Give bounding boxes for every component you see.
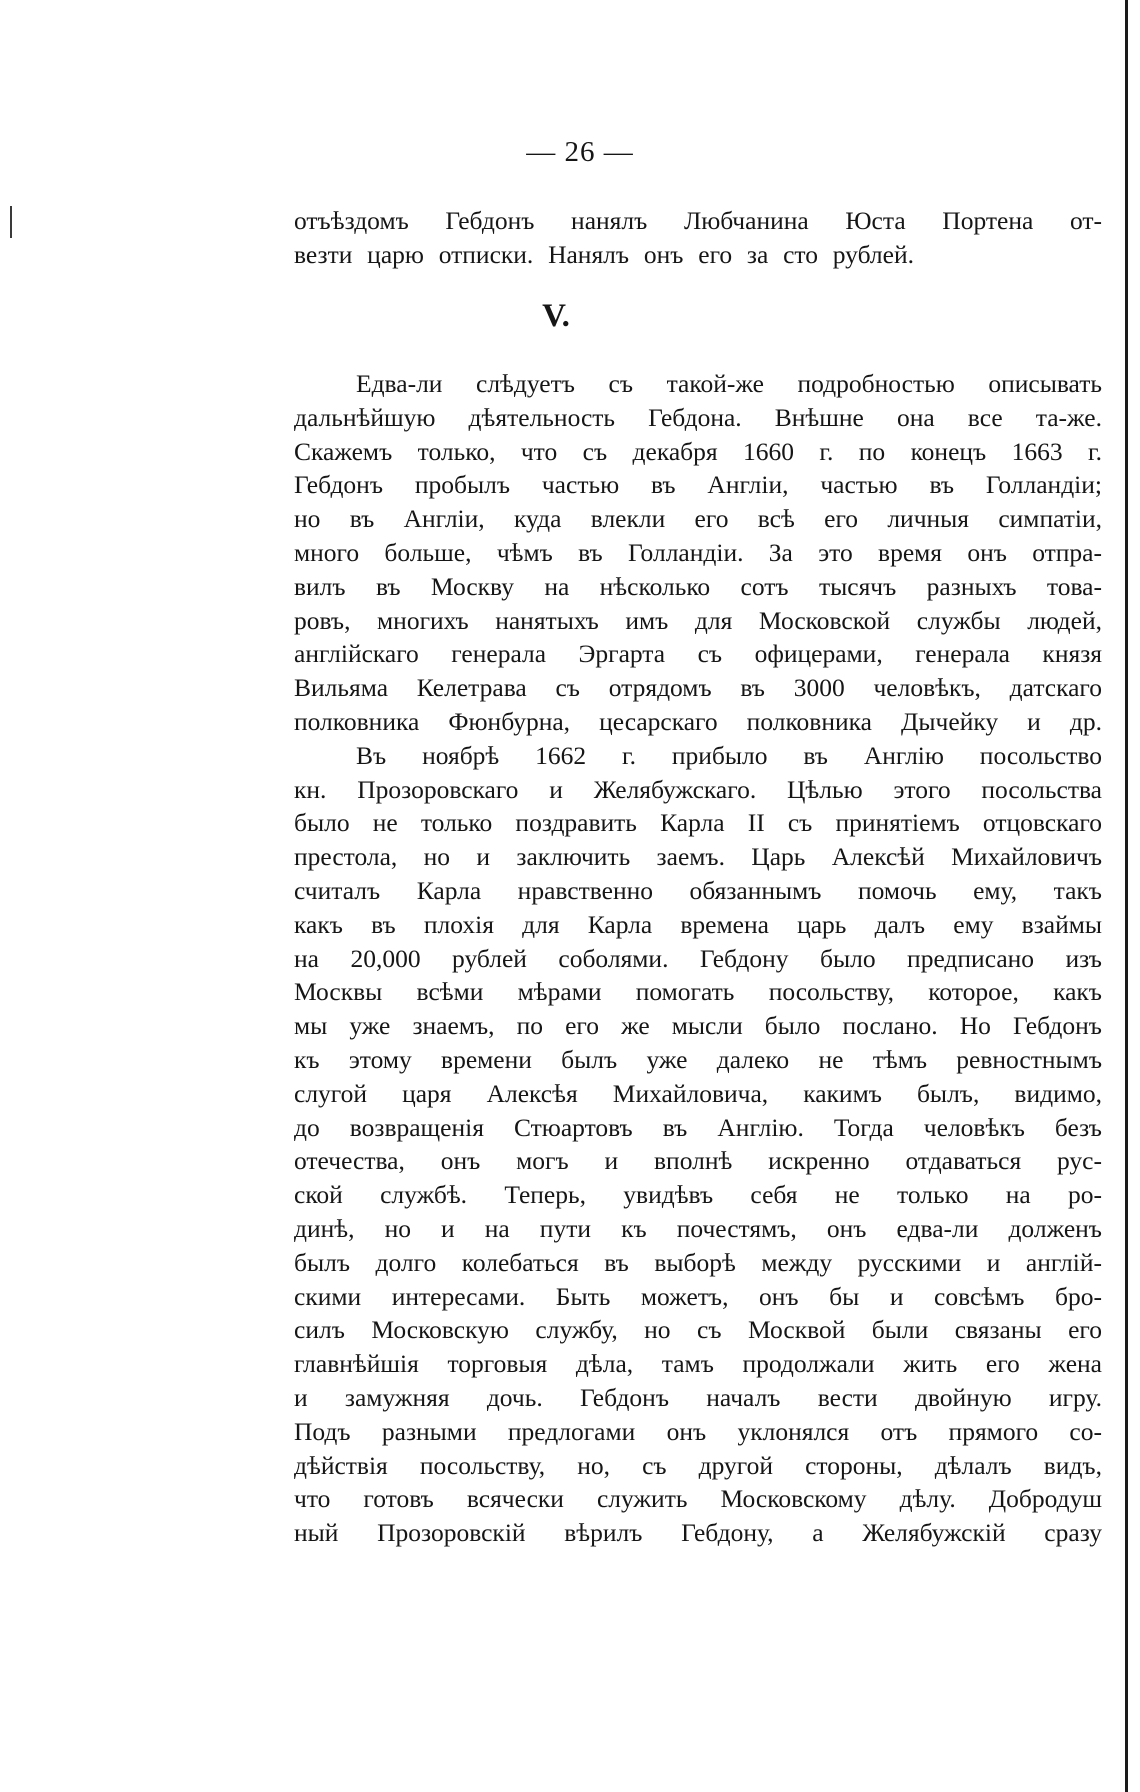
- text-line: Вильяма Келетрава съ отрядомъ въ 3000 человѣкъ, датскаго: [294, 673, 1102, 703]
- text-line: вилъ въ Москву на нѣсколько сотъ тысячъ разныхъ това-: [294, 571, 1102, 601]
- text-line: везти царю отписки. Нанялъ онъ его за сто рублей.: [294, 239, 914, 269]
- text-line: было не только поздравить Карла II съ принятіемъ отцовскаго: [294, 808, 1102, 838]
- text-line: Москвы всѣми мѣрами помогать посольству, которое, какъ: [294, 977, 1102, 1007]
- text-line: много больше, чѣмъ въ Голландіи. За это время онъ отпра-: [294, 537, 1102, 567]
- text-line: отъѣздомъ Гебдонъ нанялъ Любчанина Юста Портена от-: [294, 206, 1102, 235]
- text-line: Въ ноябрѣ 1662 г. прибыло въ Англію посольство: [356, 740, 1102, 770]
- text-line: но въ Англіи, куда влекли его всѣ его личныя симпатіи,: [294, 504, 1102, 534]
- text-line: былъ долго колебаться въ выборѣ между русскими и англій-: [294, 1247, 1102, 1277]
- text-line: какъ въ плохія для Карла времена царь далъ ему взаймы: [294, 909, 1102, 939]
- text-line: до возвращенія Стюартовъ въ Англію. Тогда человѣкъ безъ: [294, 1112, 1102, 1142]
- text-line: главнѣйшія торговыя дѣла, тамъ продолжали жить его жена: [294, 1349, 1102, 1379]
- text-line: силъ Московскую службу, но съ Москвой были связаны его: [294, 1315, 1102, 1345]
- text-line: ный Прозоровскій вѣрилъ Гебдону, а Желябужскій сразу: [294, 1518, 1102, 1548]
- text-line: Едва-ли слѣдуетъ съ такой-же подробностью описывать: [356, 369, 1102, 398]
- text-line: англійскаго генерала Эргарта съ офицерами, генерала князя: [294, 639, 1102, 669]
- text-line: Скажемъ только, что съ декабря 1660 г. по конецъ 1663 г.: [294, 436, 1102, 466]
- text-line: слугой царя Алексѣя Михайловича, какимъ былъ, видимо,: [294, 1078, 1102, 1108]
- text-line: дальнѣйшую дѣятельность Гебдона. Внѣшне она все та-же.: [294, 402, 1102, 432]
- continued-paragraph: [294, 204, 1102, 272]
- text-line: ровъ, многихъ нанятыхъ имъ для Московской службы людей,: [294, 605, 1102, 635]
- text-line: и замужняя дочь. Гебдонъ началъ вести двойную игру.: [294, 1382, 1102, 1412]
- text-line: считалъ Карла нравственно обязаннымъ помочь ему, такъ: [294, 875, 1102, 905]
- margin-mark: [10, 206, 12, 238]
- text-line: дѣйствія посольству, но, съ другой стороны, дѣлалъ видъ,: [294, 1450, 1102, 1480]
- text-line: скими интересами. Быть можетъ, онъ бы и совсѣмъ бро-: [294, 1281, 1102, 1311]
- text-line: что готовъ всячески служить Московскому дѣлу. Добродуш: [294, 1484, 1102, 1514]
- text-line: ской службѣ. Теперь, увидѣвъ себя не только на ро-: [294, 1180, 1102, 1210]
- main-text: [294, 367, 1102, 1550]
- text-line: мы уже знаемъ, по его же мысли было послано. Но Гебдонъ: [294, 1011, 1102, 1041]
- text-line: Гебдонъ пробылъ частью въ Англіи, частью въ Голландіи;: [294, 470, 1102, 500]
- page-edge-line: [1125, 0, 1128, 1792]
- text-line: Подъ разными предлогами онъ уклонялся отъ прямого со-: [294, 1416, 1102, 1446]
- page-number: — 26 —: [526, 136, 634, 168]
- text-line: кн. Прозоровскаго и Желябужскаго. Цѣлью этого посольства: [294, 774, 1102, 804]
- text-line: полковника Фюнбурна, цесарскаго полковника Дычейку и др.: [294, 706, 1102, 736]
- chapter-heading: V.: [542, 298, 570, 334]
- text-line: динѣ, но и на пути къ почестямъ, онъ едва-ли долженъ: [294, 1213, 1102, 1243]
- text-line: престола, но и заключить заемъ. Царь Алексѣй Михайловичъ: [294, 842, 1102, 872]
- text-line: на 20,000 рублей соболями. Гебдону было предписано изъ: [294, 943, 1102, 973]
- text-line: отечества, онъ могъ и вполнѣ искренно отдаваться рус-: [294, 1146, 1102, 1176]
- text-line: къ этому времени былъ уже далеко не тѣмъ ревностнымъ: [294, 1044, 1102, 1074]
